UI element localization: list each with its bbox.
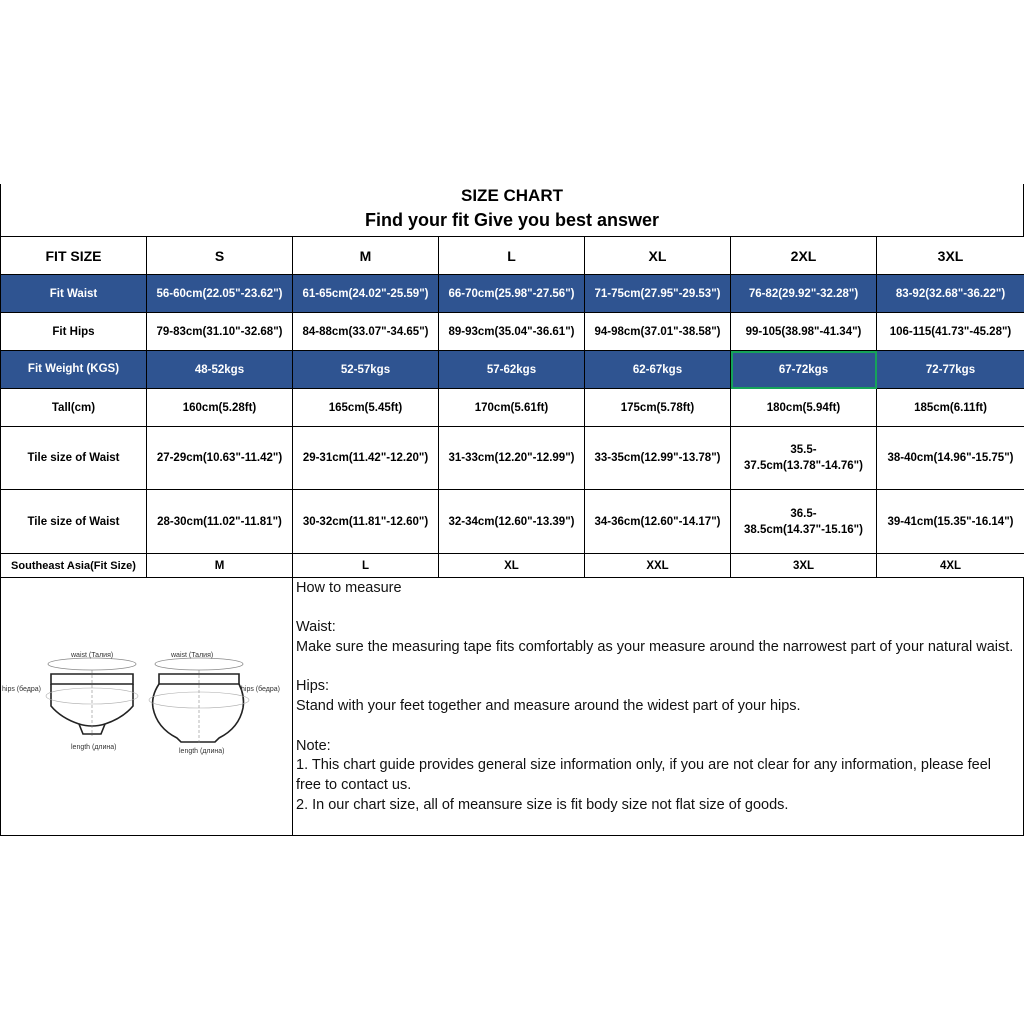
header-cell: L	[439, 237, 585, 275]
table-cell: 83-92(32.68"-36.22")	[877, 275, 1024, 313]
table-cell: 39-41cm(15.35"-16.14")	[877, 490, 1024, 554]
waist-title: Waist:	[296, 619, 336, 636]
table-cell: 170cm(5.61ft)	[439, 389, 585, 427]
table-cell: 36.5-38.5cm(14.37"-15.16")	[731, 490, 877, 554]
table-cell: 57-62kgs	[439, 351, 585, 389]
table-cell: 52-57kgs	[293, 351, 439, 389]
table-cell: 185cm(6.11ft)	[877, 389, 1024, 427]
table-cell: M	[147, 554, 293, 578]
table-row	[1, 313, 1024, 351]
table-cell: 35.5-37.5cm(13.78"-14.76")	[731, 427, 877, 490]
table-cell: 48-52kgs	[147, 351, 293, 389]
table-cell: 106-115(41.73"-45.28")	[877, 313, 1024, 351]
garment-diagram	[1, 578, 293, 835]
table-cell: 94-98cm(37.01"-38.58")	[585, 313, 731, 351]
header-cell: 2XL	[731, 237, 877, 275]
guide-heading: How to measure	[296, 580, 402, 596]
row-label: Fit Weight (KGS)	[1, 351, 147, 389]
table-cell: 4XL	[877, 554, 1024, 578]
waist-label: waist (Талия)	[71, 652, 114, 659]
table-cell: 79-83cm(31.10"-32.68")	[147, 313, 293, 351]
table-cell: 76-82(29.92"-32.28")	[731, 275, 877, 313]
waist-text: Make sure the measuring tape fits comfortably as your measure around the narrowest part of your natural waist.	[296, 639, 1014, 656]
table-cell: 72-77kgs	[877, 351, 1024, 389]
table-cell: 27-29cm(10.63"-11.42")	[147, 427, 293, 490]
table-cell: 3XL	[731, 554, 877, 578]
table-cell: XL	[439, 554, 585, 578]
length-label: length (длина)	[71, 744, 117, 751]
page-subtitle: Find your fit Give you best answer	[364, 210, 660, 230]
table-cell: 30-32cm(11.81"-12.60")	[293, 490, 439, 554]
table-cell: 28-30cm(11.02"-11.81")	[147, 490, 293, 554]
row-label: Tall(cm)	[1, 389, 147, 427]
table-cell: 62-67kgs	[585, 351, 731, 389]
header-cell: XL	[585, 237, 731, 275]
table-cell: 160cm(5.28ft)	[147, 389, 293, 427]
note-2: 2. In our chart size, all of meansure size is fit body size not flat size of goods.	[296, 796, 789, 813]
table-row	[1, 275, 1024, 313]
table-cell: 61-65cm(24.02"-25.59")	[293, 275, 439, 313]
table-cell: 38-40cm(14.96"-15.75")	[877, 427, 1024, 490]
header-cell: 3XL	[877, 237, 1024, 275]
selected-cell[interactable]: 67-72kgs	[731, 351, 877, 389]
hips-title: Hips:	[296, 678, 330, 695]
table-row	[1, 351, 1024, 389]
title-block	[0, 184, 1024, 236]
hips-label: hips (бедра)	[241, 686, 280, 693]
table-cell: 66-70cm(25.98"-27.56")	[439, 275, 585, 313]
table-row	[1, 490, 1024, 554]
table-cell: 31-33cm(12.20"-12.99")	[439, 427, 585, 490]
table-cell: 56-60cm(22.05"-23.62")	[147, 275, 293, 313]
table-row	[1, 427, 1024, 490]
row-label: Tile size of Waist	[1, 427, 147, 490]
measure-instructions	[293, 578, 1023, 835]
hips-label: hips (бедра)	[2, 686, 41, 693]
size-chart-sheet	[0, 184, 1024, 836]
table-cell: 32-34cm(12.60"-13.39")	[439, 490, 585, 554]
table-cell: L	[293, 554, 439, 578]
table-row	[1, 554, 1024, 578]
measure-guide	[0, 578, 1024, 836]
table-cell: 175cm(5.78ft)	[585, 389, 731, 427]
table-cell: 180cm(5.94ft)	[731, 389, 877, 427]
page-title: SIZE CHART	[461, 186, 563, 205]
table-cell: 99-105(38.98"-41.34")	[731, 313, 877, 351]
length-label: length (длина)	[179, 748, 225, 755]
header-cell: FIT SIZE	[1, 237, 147, 275]
header-cell: M	[293, 237, 439, 275]
briefs-illustration-icon	[1, 578, 291, 834]
table-cell: 29-31cm(11.42"-12.20")	[293, 427, 439, 490]
note-1: 1. This chart guide provides general size information only, if you are not clear for any information, please feel free to contact us.	[296, 757, 992, 793]
table-row	[1, 389, 1024, 427]
header-cell: S	[147, 237, 293, 275]
row-label: Tile size of Waist	[1, 490, 147, 554]
table-cell: 34-36cm(12.60"-14.17")	[585, 490, 731, 554]
size-table	[0, 236, 1024, 578]
row-label: Fit Waist	[1, 275, 147, 313]
row-label: Southeast Asia(Fit Size)	[1, 554, 147, 578]
table-cell: 71-75cm(27.95"-29.53")	[585, 275, 731, 313]
table-cell: 33-35cm(12.99"-13.78")	[585, 427, 731, 490]
waist-label: waist (Талия)	[171, 652, 214, 659]
note-title: Note:	[296, 737, 331, 754]
row-label: Fit Hips	[1, 313, 147, 351]
table-cell: 165cm(5.45ft)	[293, 389, 439, 427]
table-cell: XXL	[585, 554, 731, 578]
hips-text: Stand with your feet together and measure around the widest part of your hips.	[296, 698, 801, 715]
table-cell: 89-93cm(35.04"-36.61")	[439, 313, 585, 351]
table-cell: 84-88cm(33.07"-34.65")	[293, 313, 439, 351]
table-header-row	[1, 237, 1024, 275]
